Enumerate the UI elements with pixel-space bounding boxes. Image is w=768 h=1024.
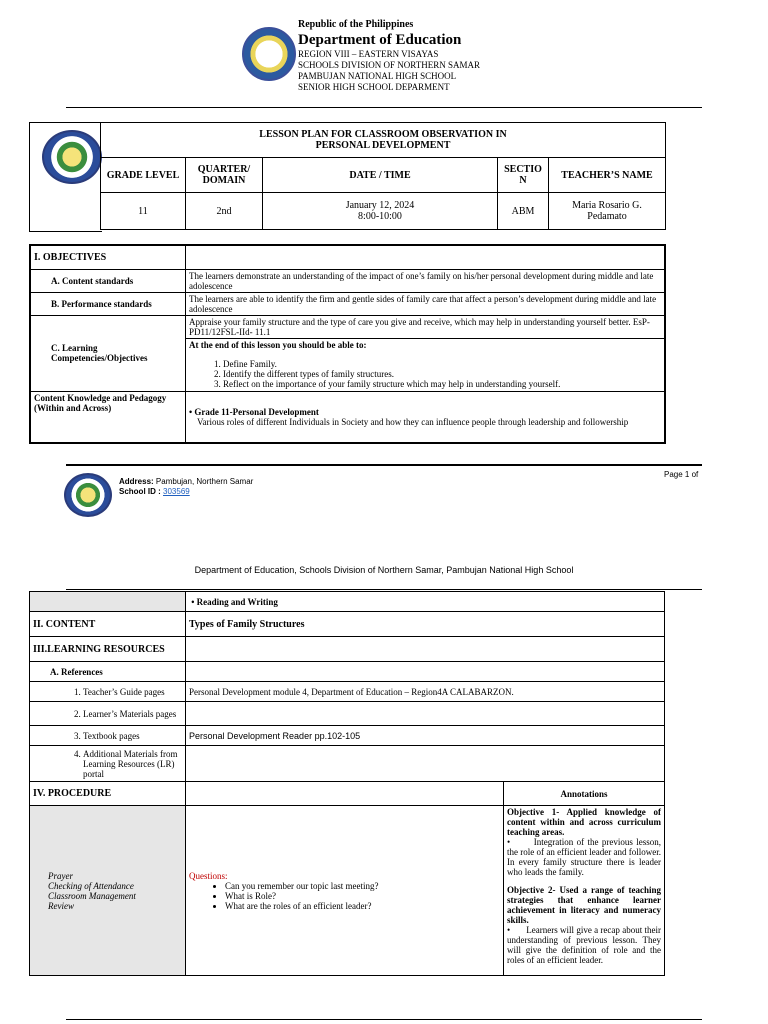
address-line xyxy=(119,477,253,487)
procedure-label: IV. PROCEDURE xyxy=(30,782,186,806)
address-label: Address: xyxy=(119,477,154,486)
activity-review: Review xyxy=(48,900,74,911)
question-item: • What are the roles of an efficient leader? xyxy=(225,901,500,911)
date-value: January 12, 2024 xyxy=(345,200,415,211)
learning-table xyxy=(29,591,665,976)
bottom-line xyxy=(66,1019,702,1020)
objective-item: 3. Reflect on the importance of your family structure which may help in understanding yourself. xyxy=(223,379,661,389)
pedagogy-bullet: • Grade 11-Personal Development xyxy=(189,406,319,417)
additional-materials-cell xyxy=(30,746,186,782)
performance-standards-label: B. Performance standards xyxy=(30,292,186,315)
col-grade-level: GRADE LEVEL xyxy=(101,158,186,193)
reading-blank xyxy=(30,592,186,612)
footer-school-seal xyxy=(64,473,112,517)
lesson-title-line1: LESSON PLAN FOR CLASSROOM OBSERVATION IN xyxy=(259,129,507,140)
questions-cell xyxy=(186,806,504,976)
questions-list xyxy=(189,881,500,911)
schoolid-line xyxy=(119,487,253,497)
activity-classroom-management: Classroom Management xyxy=(48,890,136,901)
textbook-label: 3. Textbook pages xyxy=(83,731,182,741)
lesson-title-line2: PERSONAL DEVELOPMENT xyxy=(315,140,451,151)
letterhead-shs: SENIOR HIGH SCHOOL DEPARMENT xyxy=(298,82,450,92)
grade-value: 11 xyxy=(101,193,186,230)
textbook-cell xyxy=(30,726,186,746)
activities-cell xyxy=(30,806,186,976)
col-teacher: TEACHER’S NAME xyxy=(549,158,666,193)
textbook-value: Personal Development Reader pp.102-105 xyxy=(186,726,665,746)
learning-resources-label: III.LEARNING RESOURCES xyxy=(30,637,186,662)
section-value: ABM xyxy=(498,193,549,230)
letterhead-school: PAMBUJAN NATIONAL HIGH SCHOOL xyxy=(298,71,457,81)
content-value: Types of Family Structures xyxy=(186,612,665,637)
annotations-cell xyxy=(504,806,665,976)
page2-header-line xyxy=(66,589,702,590)
content-label: II. CONTENT xyxy=(30,612,186,637)
content-standards-label: A. Content standards xyxy=(30,269,186,292)
additional-materials-blank xyxy=(186,746,665,782)
objective1-text: Integration of the previous lesson, the role of an efficient leader and follower. In every family structure there is leader who leads the family. xyxy=(507,837,661,877)
learners-materials-cell xyxy=(30,702,186,726)
reading-text: Reading and Writing xyxy=(196,596,278,607)
competencies-cell xyxy=(186,315,666,391)
additional-materials-label: 4. Additional Materials from Learning Resources (LR) portal xyxy=(83,749,182,779)
letterhead-department: Department of Education xyxy=(298,32,462,48)
col-quarter: QUARTER/ DOMAIN xyxy=(186,158,263,193)
learners-materials-blank xyxy=(186,702,665,726)
learners-materials-label: 2. Learner’s Materials pages xyxy=(83,709,182,719)
competencies-list-block xyxy=(186,339,664,390)
annotations-label: Annotations xyxy=(504,782,665,806)
teachers-guide-label: 1. Teacher’s Guide pages xyxy=(83,687,182,697)
col-date-time: DATE / TIME xyxy=(263,158,498,193)
school-seal-logo xyxy=(42,130,102,184)
letterhead-region: REGION VIII – EASTERN VISAYAS xyxy=(298,49,439,59)
quarter-value: 2nd xyxy=(186,193,263,230)
schoolid-label: School ID : xyxy=(119,487,161,496)
learning-resources-blank xyxy=(186,637,665,662)
objectives-list xyxy=(189,359,661,389)
objective-item: 2. Identify the different types of family structures. xyxy=(223,369,661,379)
end-lesson-text: At the end of this lesson you should be able to: xyxy=(189,339,367,350)
teachers-guide-value: Personal Development module 4, Department of Education – Region4A CALABARZON. xyxy=(186,682,665,702)
reading-cell: • Reading and Writing xyxy=(186,592,665,612)
pedagogy-cell xyxy=(186,391,666,443)
col-section: SECTIO N xyxy=(498,158,549,193)
activity-prayer: Prayer xyxy=(48,870,73,881)
objectives-table xyxy=(29,244,666,444)
competencies-text: Appraise your family structure and the type of care you give and receive, which may help in understanding yourself better. EsP-PD11/12FSL-IId- 11.1 xyxy=(186,316,664,339)
letterhead-division: SCHOOLS DIVISION OF NORTHERN SAMAR xyxy=(298,60,480,70)
objective2-text: Learners will give a recap about their understanding of previous lesson. They will give the definition of role and the roles of an efficient leader. xyxy=(507,925,662,965)
pedagogy-text: Various roles of different Individuals in Society and how they can influence people through leadership and followership xyxy=(197,416,629,427)
references-label: A. References xyxy=(30,662,186,682)
objective1-title: Objective 1- Applied knowledge of content within and across curriculum teaching areas. xyxy=(507,807,661,837)
schoolid-link[interactable]: 303569 xyxy=(163,487,190,496)
procedure-blank xyxy=(186,782,504,806)
letterhead-republic: Republic of the Philippines xyxy=(298,19,414,30)
time-value: 8:00-10:00 xyxy=(358,211,402,222)
deped-seal-logo xyxy=(242,27,296,81)
objective2-text-line: • Learners will give a recap about their understanding of previous lesson. They will give the definition of role and the roles of an efficient leader. xyxy=(507,925,662,965)
page-number: Page 1 of xyxy=(664,470,699,479)
teacher-value: Maria Rosario G. Pedamato xyxy=(549,193,666,230)
footer-line xyxy=(66,464,702,466)
references-blank xyxy=(186,662,665,682)
header-divider xyxy=(66,107,702,108)
content-standards-text: The learners demonstrate an understanding of the impact of one’s family on his/her personal development during middle and late adolescence xyxy=(186,269,666,292)
question-item: • Can you remember our topic last meeting? xyxy=(225,881,500,891)
pedagogy-bullet-text: Grade 11-Personal Development xyxy=(194,406,319,417)
lesson-title xyxy=(101,123,666,158)
objective1-text-line: • Integration of the previous lesson, the role of an efficient leader and follower. In every family structure there is leader who leads the family. xyxy=(507,837,661,877)
objective2-title: Objective 2- Used a range of teaching strategies that enhance learner achievement in literacy and numeracy skills. xyxy=(507,885,661,925)
objectives-heading: I. OBJECTIVES xyxy=(30,245,186,269)
address-value: Pambujan, Northern Samar xyxy=(155,477,254,486)
question-item: • What is Role? xyxy=(225,891,500,901)
page2-header-text: Department of Education, Schools Division of Northern Samar, Pambujan National High School xyxy=(194,565,574,575)
objectives-heading-blank xyxy=(186,245,666,269)
date-time-value xyxy=(263,193,498,230)
teachers-guide-cell xyxy=(30,682,186,702)
footer-address xyxy=(119,477,253,497)
lesson-header-table xyxy=(100,122,666,230)
competencies-label: C. Learning Competencies/Objectives xyxy=(30,315,186,391)
activity-attendance: Checking of Attendance xyxy=(48,880,134,891)
objective-item: 1. Define Family. xyxy=(223,359,661,369)
letterhead xyxy=(298,19,558,93)
performance-standards-text: The learners are able to identify the firm and gentle sides of family care that affect a person’s development during middle and late adolescence xyxy=(186,292,666,315)
questions-label: Questions: xyxy=(189,870,228,881)
pedagogy-label: Content Knowledge and Pedagogy (Within and Across) xyxy=(30,391,186,443)
